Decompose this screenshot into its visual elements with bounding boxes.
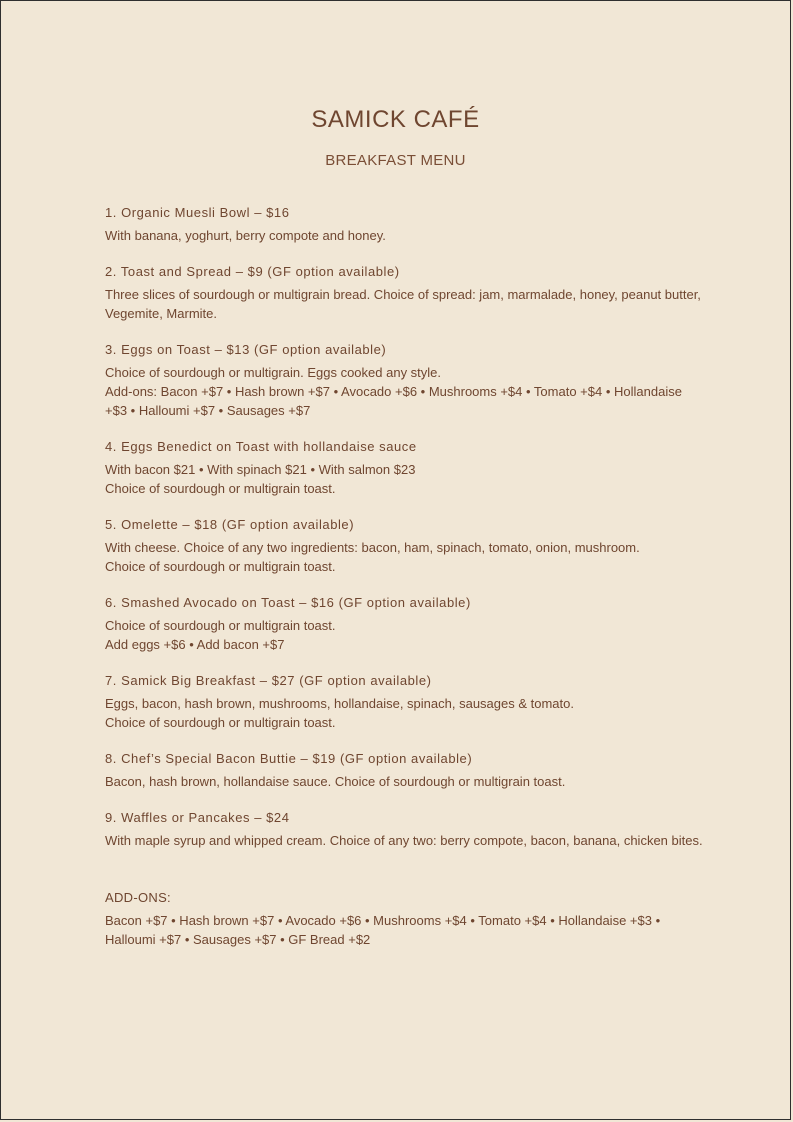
- menu-item-title: 7. Samick Big Breakfast – $27 (GF option available): [105, 673, 432, 688]
- menu-item: [105, 594, 705, 654]
- menu-item-description: With maple syrup and whipped cream. Choice of any two: berry compote, bacon, banana, chicken bites.: [105, 833, 703, 848]
- menu-item-title: 6. Smashed Avocado on Toast – $16 (GF option available): [105, 595, 471, 610]
- addons-section: [105, 889, 705, 949]
- menu-item-title: 4. Eggs Benedict on Toast with hollandaise sauce: [105, 439, 417, 454]
- menu-subtitle: BREAKFAST MENU: [325, 152, 466, 169]
- menu-item-description: Choice of sourdough or multigrain toast.: [105, 618, 336, 633]
- menu-item: [105, 263, 705, 323]
- menu-item-prices: With bacon $21 • With spinach $21 • With salmon $23: [105, 462, 416, 477]
- menu-item-description: With cheese. Choice of any two ingredients: bacon, ham, spinach, tomato, onion, mushroom.: [105, 540, 640, 555]
- menu-item-title: 1. Organic Muesli Bowl – $16: [105, 205, 290, 220]
- menu-item-title: 9. Waffles or Pancakes – $24: [105, 810, 290, 825]
- menu-item-title: 8. Chef’s Special Bacon Buttie – $19 (GF option available): [105, 751, 473, 766]
- menu-items: [105, 204, 705, 868]
- addons-list: Bacon +$7 • Hash brown +$7 • Avocado +$6 • Mushrooms +$4 • Tomato +$4 • Hollandaise +$3 • Halloumi +$7 • Sausages +$7 • GF Bread +$2: [105, 913, 661, 947]
- menu-item-description: Choice of sourdough or multigrain toast.: [105, 559, 336, 574]
- menu-item-description: Three slices of sourdough or multigrain bread. Choice of spread: jam, marmalade, honey, peanut butter, Vegemite, Marmite.: [105, 287, 701, 321]
- cafe-title: SAMICK CAFÉ: [311, 106, 480, 133]
- addons-title: ADD-ONS:: [105, 890, 171, 905]
- menu-item: [105, 438, 705, 498]
- menu-item-title: 3. Eggs on Toast – $13 (GF option available): [105, 342, 387, 357]
- menu-item-title: 5. Omelette – $18 (GF option available): [105, 517, 355, 532]
- menu-item-description: Bacon, hash brown, hollandaise sauce. Choice of sourdough or multigrain toast.: [105, 774, 566, 789]
- menu-item-description: Choice of sourdough or multigrain toast.: [105, 715, 336, 730]
- menu-item-description: Choice of sourdough or multigrain toast.: [105, 481, 336, 496]
- menu-item: [105, 750, 705, 791]
- menu-item-description: Eggs, bacon, hash brown, mushrooms, hollandaise, spinach, sausages & tomato.: [105, 696, 574, 711]
- menu-item-title: 2. Toast and Spread – $9 (GF option available): [105, 264, 400, 279]
- menu-item: [105, 204, 705, 245]
- menu-item: [105, 809, 705, 850]
- menu-item: [105, 341, 705, 420]
- menu-item-description: With banana, yoghurt, berry compote and honey.: [105, 228, 386, 243]
- menu-item: [105, 672, 705, 732]
- menu-item-addons: Add-ons: Bacon +$7 • Hash brown +$7 • Avocado +$6 • Mushrooms +$4 • Tomato +$4 • Hollandaise +$3 • Halloumi +$7 • Sausages +$7: [105, 384, 682, 418]
- menu-item: [105, 516, 705, 576]
- menu-item-description: Choice of sourdough or multigrain. Eggs cooked any style.: [105, 365, 442, 380]
- menu-item-addons: Add eggs +$6 • Add bacon +$7: [105, 637, 285, 652]
